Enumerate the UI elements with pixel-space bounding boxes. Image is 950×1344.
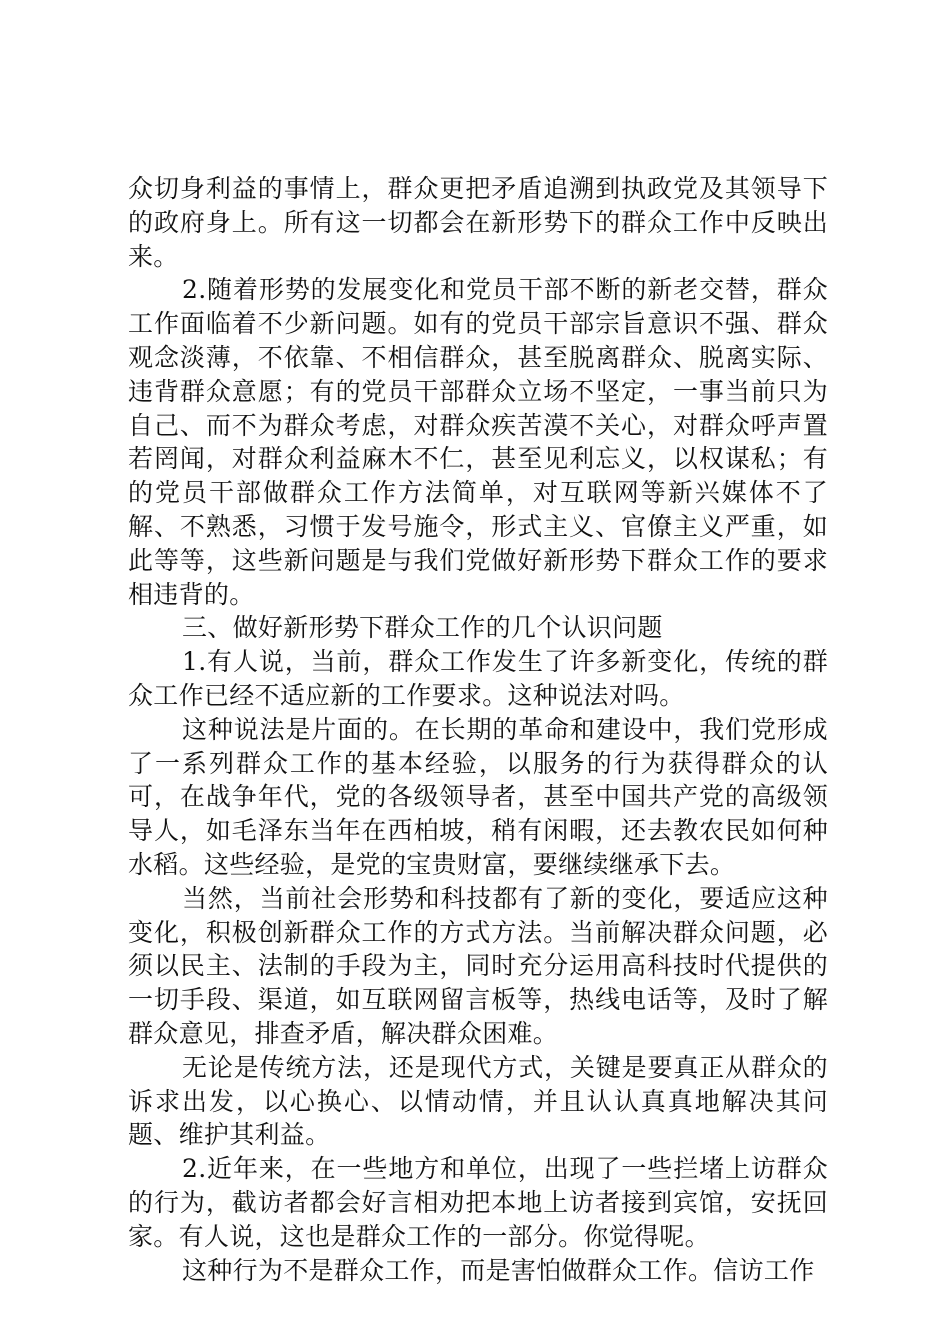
- answer-one-part-two: 当然，当前社会形势和科技都有了新的变化，要适应这种变化，积极创新群众工作的方式方法。当前解决群众问题，必须以民主、法制的手段为主，同时充分运用高科技时代提供的一切手段、渠道，如互联网留言板等，热线电话等，及时了解群众意见，排查矛盾，解决群众困难。: [128, 883, 828, 1048]
- paragraph-continuation: 众切身利益的事情上，群众更把矛盾追溯到执政党及其领导下的政府身上。所有这一切都会在新形势下的群众工作中反映出来。: [128, 174, 828, 271]
- question-two: 2.近年来，在一些地方和单位，出现了一些拦堵上访群众的行为，截访者都会好言相劝把本地上访者接到宾馆，安抚回家。有人说，这也是群众工作的一部分。你觉得呢。: [128, 1154, 828, 1251]
- question-one: 1.有人说，当前，群众工作发生了许多新变化，传统的群众工作已经不适应新的工作要求。这种说法对吗。: [128, 647, 828, 710]
- paragraph-new-problems: 2.随着形势的发展变化和党员干部不断的新老交替，群众工作面临着不少新问题。如有的党员干部宗旨意识不强、群众观念淡薄，不依靠、不相信群众，甚至脱离群众、脱离实际、违背群众意愿；有的党员干部群众立场不坚定，一事当前只为自己、而不为群众考虑，对群众疾苦漠不关心，对群众呼声置若罔闻，对群众利益麻木不仁，甚至见利忘义，以权谋私；有的党员干部做群众工作方法简单，对互联网等新兴媒体不了解、不熟悉，习惯于发号施令，形式主义、官僚主义严重，如此等等，这些新问题是与我们党做好新形势下群众工作的要求相违背的。: [128, 275, 828, 609]
- answer-two-start: 这种行为不是群众工作，而是害怕做群众工作。信访工作: [182, 1255, 815, 1285]
- answer-one-part-one: 这种说法是片面的。在长期的革命和建设中，我们党形成了一系列群众工作的基本经验，以服务的行为获得群众的认可，在战争年代，党的各级领导者，甚至中国共产党的高级领导人，如毛泽东当年在西柏坡，稍有闲暇，还去教农民如何种水稻。这些经验，是党的宝贵财富，要继续继承下去。: [128, 714, 828, 879]
- section-heading-three: 三、做好新形势下群众工作的几个认识问题: [182, 613, 663, 643]
- answer-one-part-three: 无论是传统方法，还是现代方式，关键是要真正从群众的诉求出发，以心换心、以情动情，并且认认真真地解决其问题、维护其利益。: [128, 1052, 828, 1150]
- document-body: [128, 172, 828, 1287]
